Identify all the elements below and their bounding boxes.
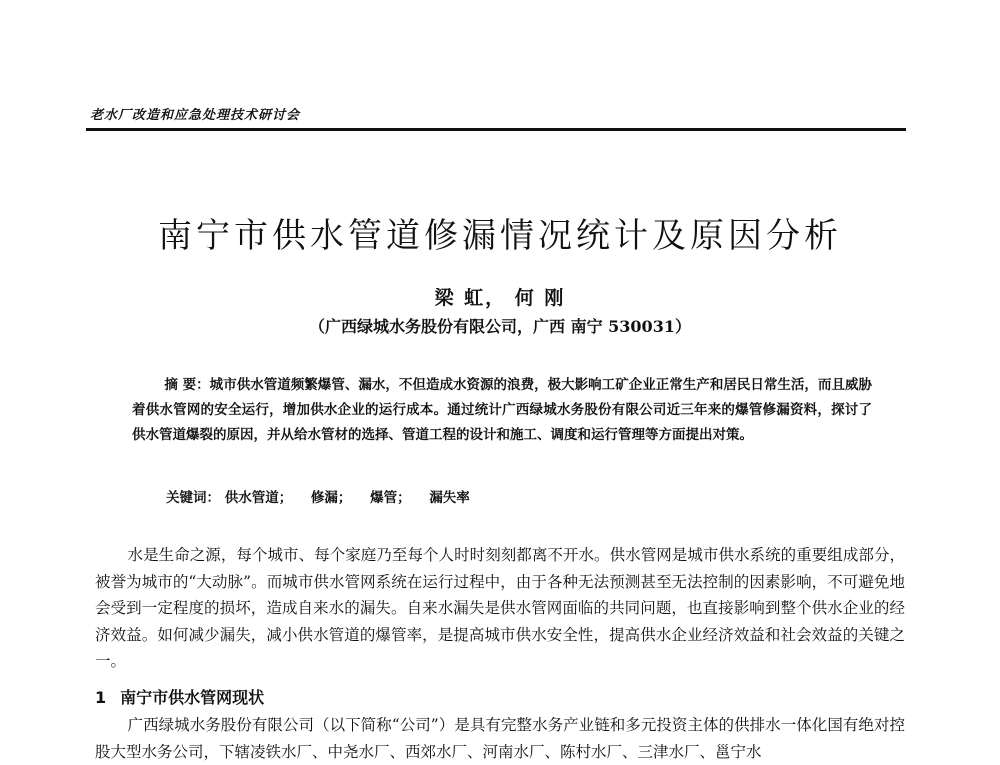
abstract-label: 摘 要： xyxy=(164,377,210,393)
keyword: 供水管道； xyxy=(224,490,293,506)
keyword: 爆管； xyxy=(370,490,411,506)
abstract-text: 城市供水管道频繁爆管、漏水，不但造成水资源的浪费，极大影响工矿企业正常生产和居民日常生活，而且威胁着供水管网的安全运行，增加供水企业的运行成本。通过统计广西绿城水务股份有限公司近三年来的爆管修漏资料，探讨了供水管道爆裂的原因，并从给水管材的选择、管道工程的设计和施工、调度和运行管理等方面提出对策。 xyxy=(132,377,873,443)
abstract xyxy=(132,373,872,448)
running-header: 老水厂改造和应急处理技术研讨会 xyxy=(90,108,301,123)
keyword: 漏失率 xyxy=(429,490,470,506)
intro-paragraph: 水是生命之源，每个城市、每个家庭乃至每个人时时刻刻都离不开水。供水管网是城市供水系统的重要组成部分，被誉为城市的“大动脉”。而城市供水管网系统在运行过程中，由于各种无法预测甚至无法控制的因素影响，不可避免地会受到一定程度的损坏，造成自来水的漏失。自来水漏失是供水管网面临的共同问题，也直接影响到整个供水企业的经济效益。如何减少漏失，减小供水管道的爆管率，是提高城市供水安全性，提高供水企业经济效益和社会效益的关键之一。 xyxy=(95,546,905,670)
paper-title: 南宁市供水管道修漏情况统计及原因分析 xyxy=(158,216,842,256)
keywords-label: 关键词： xyxy=(166,490,220,506)
header-rule xyxy=(86,128,906,131)
section-heading xyxy=(95,685,264,708)
affiliation: （广西绿城水务股份有限公司，广西 南宁 530031） xyxy=(309,317,691,336)
keywords xyxy=(166,486,484,506)
keyword: 修漏； xyxy=(310,490,352,506)
section-paragraph: 广西绿城水务股份有限公司（以下简称“公司”）是具有完整水务产业链和多元投资主体的供排水一体化国有绝对控股大型水务公司，下辖凌铁水厂、中尧水厂、西郊水厂、河南水厂、陈村水厂、三津水厂、邕宁水 xyxy=(95,716,905,761)
section-number: 1 xyxy=(95,688,107,707)
section-title: 南宁市供水管网现状 xyxy=(120,688,265,707)
authors: 梁 虹， 何 刚 xyxy=(434,287,566,309)
